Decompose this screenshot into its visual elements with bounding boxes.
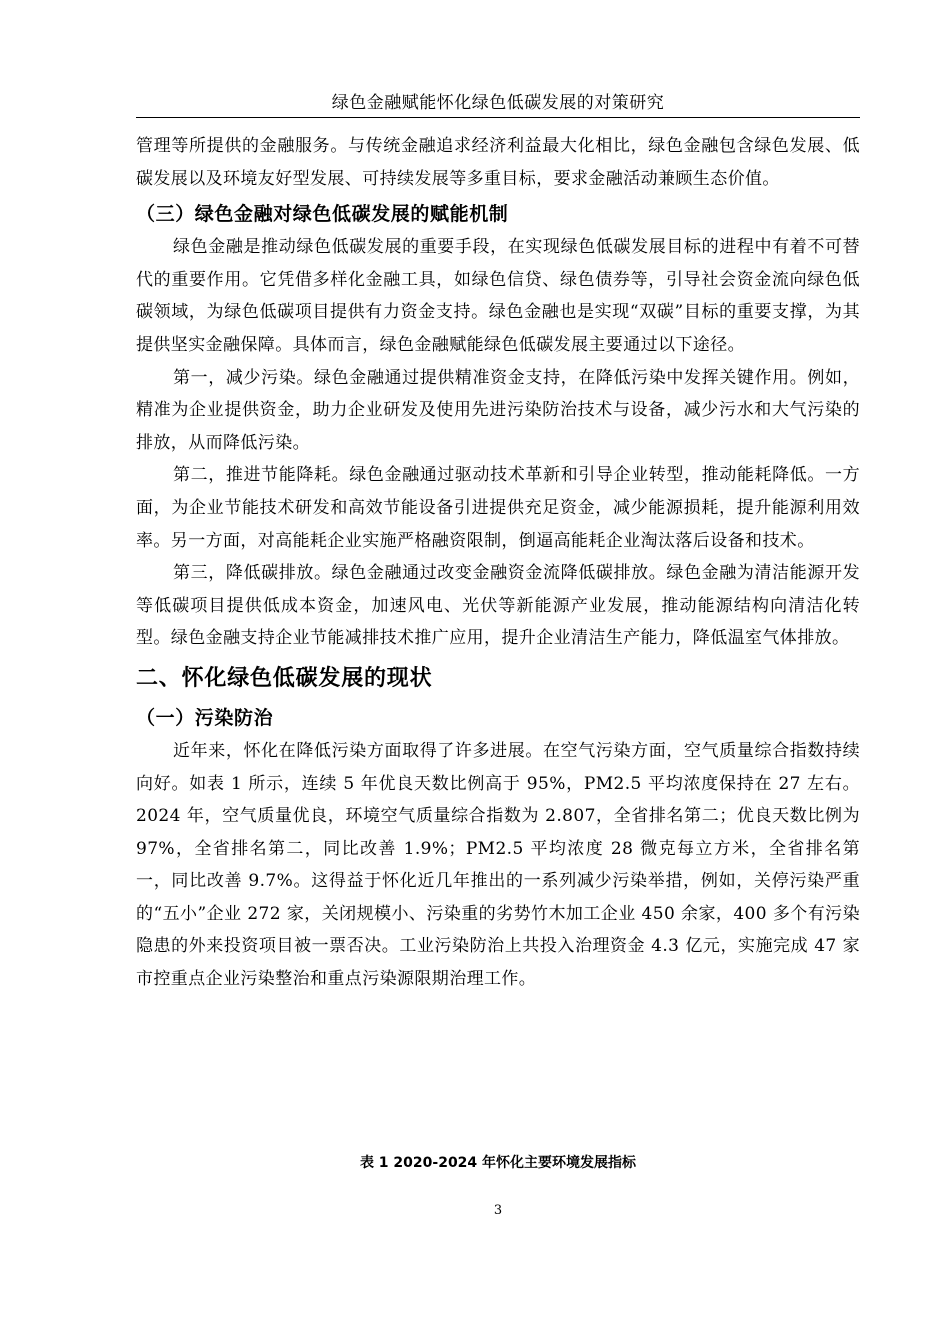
- document-body: [136, 130, 860, 996]
- paragraph-reduce-pollution: 第一，减少污染。绿色金融通过提供精准资金支持，在降低污染中发挥关键作用。例如，精准为企业提供资金，助力企业研发及使用先进污染防治技术与设备，减少污水和大气污染的排放，从而降低污染。: [136, 367, 860, 453]
- section-heading-1: （一）污染防治: [136, 706, 274, 729]
- paragraph-energy-saving: 第二，推进节能降耗。绿色金融通过驱动技术革新和引导企业转型，推动能耗降低。一方面，为企业节能技术研发和高效节能设备引进提供充足资金，减少能源损耗，提升能源利用效率。另一方面，对高能耗企业实施严格融资限制，倒逼高能耗企业淘汰落后设备和技术。: [136, 465, 860, 551]
- section-heading-3: （三）绿色金融对绿色低碳发展的赋能机制: [136, 203, 509, 226]
- paragraph-carbon-reduction: 第三，降低碳排放。绿色金融通过改变金融资金流降低碳排放。绿色金融为清洁能源开发等低碳项目提供低成本资金，加速风电、光伏等新能源产业发展，推动能源结构向清洁化转型。绿色金融支持企业节能减排技术推广应用，提升企业清洁生产能力，降低温室气体排放。: [136, 563, 860, 649]
- paragraph-pollution-control: 近年来，怀化在降低污染方面取得了许多进展。在空气污染方面，空气质量综合指数持续向好。如表 1 所示，连续 5 年优良天数比例高于 95%，PM2.5 平均浓度保持在 27 左右。2024 年，空气质量优良，环境空气质量综合指数为 2.807，全省排名第二；优良天数比例为 97%，全省排名第二，同比改善 1.9%；PM2.5 平均浓度 28 微克每立方米，全省排名第一，同比改善 9.7%。这得益于怀化近几年推出的一系列减少污染举措，例如，关停污染严重的“五小”企业 272 家，关闭规模小、污染重的劣势竹木加工企业 450 余家，400 多个有污染隐患的外来投资项目被一票否决。工业污染防治上共投入治理资金 4.3 亿元，实施完成 47 家市控重点企业污染整治和重点污染源限期治理工作。: [136, 740, 860, 990]
- paragraph-continued: 管理等所提供的金融服务。与传统金融追求经济利益最大化相比，绿色金融包含绿色发展、低碳发展以及环境友好型发展、可持续发展等多重目标，要求金融活动兼顾生态价值。: [136, 136, 860, 189]
- paragraph-mechanism: 绿色金融是推动绿色低碳发展的重要手段，在实现绿色低碳发展目标的进程中有着不可替代的重要作用。它凭借多样化金融工具，如绿色信贷、绿色债券等，引导社会资金流向绿色低碳领域，为绿色低碳项目提供有力资金支持。绿色金融也是实现“双碳”目标的重要支撑，为其提供坚实金融保障。具体而言，绿色金融赋能绿色低碳发展主要通过以下途径。: [136, 237, 860, 355]
- table-caption: 表 1 2020-2024 年怀化主要环境发展指标: [359, 1155, 637, 1171]
- chapter-heading-2: 二、怀化绿色低碳发展的现状: [136, 665, 433, 691]
- running-header-title: 绿色金融赋能怀化绿色低碳发展的对策研究: [331, 93, 665, 113]
- header-rule: [136, 117, 860, 118]
- page-number: 3: [493, 1203, 503, 1218]
